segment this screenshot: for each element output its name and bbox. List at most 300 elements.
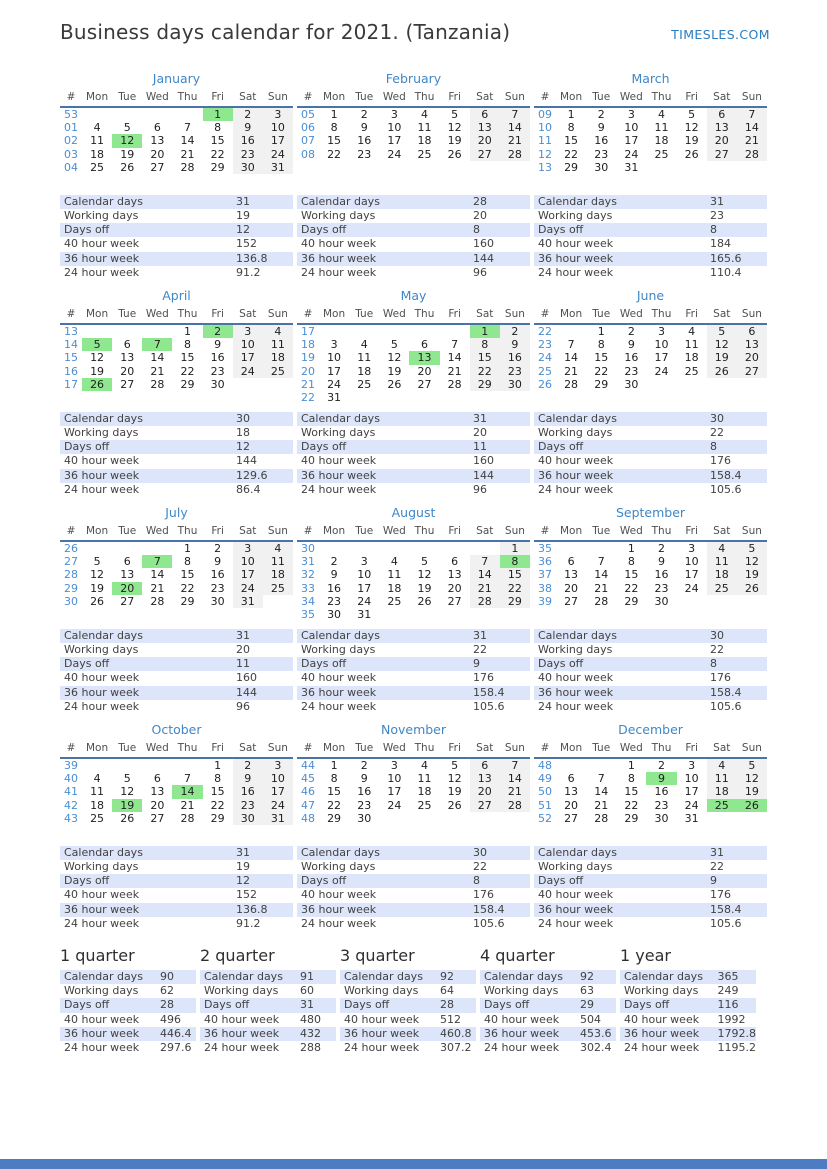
week-number: 14 <box>64 338 78 352</box>
holiday-day-cell: 8 <box>500 555 530 568</box>
stats-label: 36 hour week <box>538 685 614 699</box>
day-cell: 8 <box>627 555 635 569</box>
stats-label: Calendar days <box>344 970 423 983</box>
day-cell: 9 <box>360 772 368 786</box>
stats-row <box>534 888 767 902</box>
stats-row <box>297 469 530 483</box>
day-cell: 26 <box>447 798 462 812</box>
stats-value: 144 <box>236 454 257 468</box>
weekday-header: Mon <box>556 742 586 758</box>
stats-value: 31 <box>473 628 487 642</box>
stats-row <box>60 860 293 874</box>
day-cell <box>82 758 112 772</box>
stats-label: Calendar days <box>301 194 380 208</box>
week-row <box>60 121 293 134</box>
day-cell: 15 <box>564 134 579 148</box>
timesles-link[interactable]: TIMESLES.COM <box>671 27 770 42</box>
day-cell: 17 <box>654 351 669 365</box>
week-row <box>534 365 767 378</box>
day-cell: 19 <box>90 581 105 595</box>
day-cell <box>172 107 202 121</box>
day-cell: 21 <box>150 581 165 595</box>
week-row <box>534 134 767 147</box>
stats-label: 24 hour week <box>64 265 140 279</box>
stats-value: 60 <box>300 984 314 998</box>
day-cell: 10 <box>263 772 293 785</box>
day-cell <box>349 391 379 404</box>
stats-label: 40 hour week <box>64 1012 140 1026</box>
stats-row <box>340 984 476 998</box>
week-row <box>297 582 530 595</box>
stats-value: 512 <box>440 1012 461 1026</box>
stats-row <box>60 252 293 266</box>
day-cell: 8 <box>597 338 605 352</box>
day-cell: 28 <box>447 377 462 391</box>
day-cell: 18 <box>707 568 737 581</box>
day-cell: 15 <box>327 785 342 799</box>
day-cell: 29 <box>564 160 579 174</box>
day-cell: 27 <box>470 148 500 161</box>
day-cell: 14 <box>500 772 530 785</box>
week-row <box>60 378 293 391</box>
stats-row <box>534 469 767 483</box>
day-cell: 16 <box>210 351 225 365</box>
stats-value: 480 <box>300 1012 321 1026</box>
stats-value: 91 <box>300 970 314 983</box>
stats-value: 432 <box>300 1026 321 1040</box>
day-cell <box>586 541 616 555</box>
day-cell: 28 <box>180 811 195 825</box>
stats-value: 18 <box>236 425 250 439</box>
day-cell <box>737 812 767 825</box>
day-cell: 17 <box>263 785 293 798</box>
day-cell: 25 <box>263 365 293 378</box>
stats-row <box>60 1027 196 1041</box>
weekday-header: Sun <box>737 91 767 107</box>
holiday-day-cell: 20 <box>112 582 142 595</box>
stats-row <box>60 440 293 454</box>
week-number: 11 <box>538 134 552 148</box>
stats-row <box>60 984 196 998</box>
weekday-header-row <box>297 308 530 324</box>
stats-value: 31 <box>710 845 724 859</box>
stats-label: Calendar days <box>484 970 563 983</box>
stats-label: 24 hour week <box>204 1041 280 1055</box>
stats-row <box>60 874 293 888</box>
week-number: 42 <box>64 798 78 812</box>
stats-label: Working days <box>64 642 139 656</box>
day-cell: 26 <box>737 582 767 595</box>
stats-value: 63 <box>580 984 594 998</box>
stats-row <box>534 237 767 251</box>
week-number: 01 <box>64 121 78 135</box>
month-title: April <box>162 288 191 303</box>
day-cell: 9 <box>500 338 530 351</box>
day-cell: 12 <box>707 338 737 351</box>
stats-label: Working days <box>301 642 376 656</box>
week-number: 04 <box>64 160 78 174</box>
stats-row <box>340 1027 476 1041</box>
stats-row <box>480 1027 616 1041</box>
day-cell: 12 <box>737 555 767 568</box>
day-cell: 18 <box>417 134 432 148</box>
day-cell: 4 <box>420 759 428 772</box>
calendar-table <box>534 525 767 608</box>
stats-row <box>60 195 293 209</box>
stats-label: Working days <box>301 859 376 873</box>
stats-row <box>60 888 293 902</box>
day-cell: 4 <box>707 758 737 772</box>
day-cell: 1 <box>214 759 222 772</box>
day-cell: 22 <box>500 582 530 595</box>
day-cell: 31 <box>624 160 639 174</box>
stats-row <box>297 454 530 468</box>
day-cell <box>409 391 439 404</box>
day-cell: 18 <box>263 351 293 364</box>
day-cell: 25 <box>684 364 699 378</box>
day-cell <box>82 324 112 338</box>
day-cell: 22 <box>327 798 342 812</box>
month-block <box>297 288 530 497</box>
month-block <box>534 505 767 714</box>
stats-value: 1992 <box>717 1012 746 1026</box>
stats-label: Calendar days <box>64 845 143 859</box>
week-number: 49 <box>538 772 552 786</box>
day-cell: 24 <box>624 147 639 161</box>
day-cell <box>556 758 586 772</box>
day-cell: 5 <box>420 555 428 569</box>
day-cell: 4 <box>263 324 293 338</box>
summary-block <box>620 946 756 1055</box>
day-cell: 15 <box>594 351 609 365</box>
month-block <box>534 722 767 931</box>
stats-value: 365 <box>717 970 739 983</box>
week-row <box>297 799 530 812</box>
stats-label: 24 hour week <box>64 699 140 713</box>
calendar-table <box>60 525 293 608</box>
stats-label: Calendar days <box>301 628 380 642</box>
day-cell: 23 <box>594 147 609 161</box>
week-number: 41 <box>64 785 78 799</box>
week-number: 35 <box>538 542 552 555</box>
week-row <box>60 148 293 161</box>
stats-value: 105.6 <box>710 699 742 713</box>
week-number: 30 <box>64 594 78 608</box>
day-cell: 4 <box>657 108 665 121</box>
week-number: 20 <box>301 364 315 378</box>
stats-value: 105.6 <box>710 482 742 496</box>
weekday-header: Wed <box>142 525 172 541</box>
day-cell: 23 <box>210 581 225 595</box>
stats-value: 22 <box>710 642 724 656</box>
day-cell: 6 <box>470 758 500 772</box>
week-row <box>60 772 293 785</box>
day-cell: 1 <box>500 541 530 555</box>
day-cell: 5 <box>737 541 767 555</box>
stats-value: 8 <box>710 440 717 454</box>
day-cell <box>263 595 293 608</box>
weekday-header: Fri <box>677 525 707 541</box>
day-cell: 1 <box>183 325 191 338</box>
day-cell: 15 <box>180 351 195 365</box>
day-cell: 5 <box>123 772 131 786</box>
day-cell: 14 <box>564 351 579 365</box>
day-cell: 23 <box>233 799 263 812</box>
day-cell: 22 <box>564 147 579 161</box>
stats-row <box>534 223 767 237</box>
weekday-header-row <box>534 91 767 107</box>
stats-row <box>297 483 530 497</box>
day-cell: 20 <box>737 351 767 364</box>
week-number: 23 <box>538 338 552 352</box>
stats-value: 30 <box>236 411 250 425</box>
weekday-header: Fri <box>203 525 233 541</box>
day-cell: 9 <box>657 555 665 569</box>
stats-label: 24 hour week <box>538 699 614 713</box>
day-cell: 24 <box>357 594 372 608</box>
week-row <box>534 772 767 785</box>
stats-value: 249 <box>717 984 739 998</box>
day-cell: 1 <box>567 108 575 121</box>
day-cell: 6 <box>123 555 131 569</box>
day-cell: 5 <box>93 555 101 569</box>
week-number: 35 <box>301 608 315 622</box>
day-cell <box>646 161 676 174</box>
week-row <box>60 134 293 147</box>
stats-label: Calendar days <box>301 845 380 859</box>
stats-value: 31 <box>473 411 487 425</box>
day-cell: 12 <box>387 351 402 365</box>
day-cell: 30 <box>357 811 372 825</box>
weekday-header: Mon <box>82 308 112 324</box>
stats-value: 91.2 <box>236 265 261 279</box>
holiday-day-cell: 25 <box>707 799 737 812</box>
stats-label: Working days <box>64 859 139 873</box>
day-cell: 13 <box>707 121 737 134</box>
day-cell: 22 <box>327 147 342 161</box>
day-cell: 28 <box>500 799 530 812</box>
week-row <box>534 582 767 595</box>
stats-value: 446.4 <box>160 1026 192 1040</box>
day-cell: 30 <box>654 811 669 825</box>
stats-row <box>200 970 336 984</box>
day-cell: 21 <box>150 364 165 378</box>
day-cell: 20 <box>447 581 462 595</box>
stats-value: 184 <box>710 237 731 251</box>
day-cell: 24 <box>654 364 669 378</box>
day-cell <box>556 324 586 338</box>
weekday-header: Thu <box>172 525 202 541</box>
day-cell: 12 <box>120 785 135 799</box>
week-number: 17 <box>301 325 315 338</box>
stats-value: 8 <box>473 223 480 237</box>
day-cell: 3 <box>360 555 368 569</box>
day-cell: 17 <box>387 785 402 799</box>
weekday-header: Mon <box>319 91 349 107</box>
day-cell: 28 <box>737 148 767 161</box>
month-title: October <box>151 722 202 737</box>
day-cell: 25 <box>357 377 372 391</box>
week-row <box>297 324 530 338</box>
weekday-header: Fri <box>440 525 470 541</box>
stats-value: 31 <box>236 194 250 208</box>
day-cell: 16 <box>210 568 225 582</box>
day-cell: 21 <box>594 798 609 812</box>
day-cell: 27 <box>707 148 737 161</box>
week-number: 09 <box>538 108 552 121</box>
week-number: 13 <box>64 325 78 338</box>
stats-label: Working days <box>538 642 613 656</box>
stats-row <box>297 874 530 888</box>
day-cell: 19 <box>417 581 432 595</box>
day-cell: 30 <box>210 594 225 608</box>
week-number: 19 <box>301 351 315 365</box>
day-cell: 1 <box>597 325 605 338</box>
calendar-table <box>297 91 530 161</box>
weekday-header: Thu <box>646 308 676 324</box>
stats-value: 144 <box>473 468 494 482</box>
stats-label: Days off <box>538 223 584 237</box>
month-title: July <box>165 505 188 520</box>
stats-label: Working days <box>301 208 376 222</box>
stats-value: 158.4 <box>473 685 505 699</box>
month-title: August <box>391 505 436 520</box>
week-row <box>297 568 530 581</box>
week-number: 05 <box>301 108 315 121</box>
summary-stats-table <box>480 970 616 1055</box>
day-cell <box>737 378 767 391</box>
stats-row <box>620 970 756 984</box>
day-cell: 4 <box>390 555 398 569</box>
day-cell <box>470 608 500 621</box>
summary-block <box>60 946 196 1055</box>
week-row <box>60 541 293 555</box>
stats-value: 1195.2 <box>717 1041 756 1055</box>
stats-row <box>297 700 530 714</box>
day-cell <box>349 324 379 338</box>
month-title: March <box>631 71 670 86</box>
week-number: 26 <box>64 542 78 555</box>
week-row <box>60 582 293 595</box>
day-cell: 9 <box>597 121 605 135</box>
stats-row <box>297 252 530 266</box>
day-cell: 20 <box>417 364 432 378</box>
day-cell: 25 <box>263 582 293 595</box>
stats-row <box>534 266 767 280</box>
day-cell: 20 <box>120 364 135 378</box>
summary-stats-table <box>340 970 476 1055</box>
stats-value: 22 <box>473 642 487 656</box>
stats-row <box>297 237 530 251</box>
day-cell: 13 <box>120 568 135 582</box>
day-cell: 22 <box>180 364 195 378</box>
calendar-table <box>297 742 530 825</box>
month-title: January <box>152 71 201 86</box>
day-cell: 2 <box>657 759 665 772</box>
summary-stats-table <box>60 970 196 1055</box>
stats-value: 105.6 <box>473 699 505 713</box>
weekday-header: Sat <box>707 308 737 324</box>
week-row <box>60 161 293 174</box>
day-cell: 2 <box>360 759 368 772</box>
day-cell: 29 <box>624 594 639 608</box>
weekday-header: Tue <box>112 91 142 107</box>
stats-label: 24 hour week <box>301 699 377 713</box>
week-row <box>60 324 293 338</box>
day-cell: 21 <box>470 582 500 595</box>
weekday-header: Tue <box>112 308 142 324</box>
week-row <box>297 365 530 378</box>
day-cell: 25 <box>707 582 737 595</box>
day-cell <box>470 812 500 825</box>
stats-label: Calendar days <box>64 411 143 425</box>
day-cell <box>409 812 439 825</box>
day-cell: 14 <box>180 134 195 148</box>
stats-value: 91.2 <box>236 916 261 930</box>
weekday-header: Mon <box>556 308 586 324</box>
stats-value: 22 <box>710 425 724 439</box>
day-cell: 14 <box>500 121 530 134</box>
week-row <box>297 391 530 404</box>
week-number: 02 <box>64 134 78 148</box>
weekday-header: Sat <box>470 525 500 541</box>
holiday-day-cell: 19 <box>112 799 142 812</box>
day-cell: 31 <box>233 595 263 608</box>
stats-value: 20 <box>236 642 250 656</box>
weekday-header: Sun <box>500 91 530 107</box>
day-cell: 17 <box>263 134 293 147</box>
day-cell: 4 <box>688 325 696 338</box>
stats-value: 158.4 <box>710 685 742 699</box>
weekday-header: Fri <box>677 308 707 324</box>
holiday-day-cell: 12 <box>112 134 142 147</box>
stats-row <box>297 903 530 917</box>
day-cell: 6 <box>707 107 737 121</box>
stats-label: 36 hour week <box>64 902 140 916</box>
stats-value: 165.6 <box>710 251 742 265</box>
weekday-header: Mon <box>82 742 112 758</box>
stats-label: 24 hour week <box>64 916 140 930</box>
day-cell <box>379 391 409 404</box>
day-cell: 22 <box>470 365 500 378</box>
day-cell: 31 <box>327 391 342 405</box>
stats-row <box>60 671 293 685</box>
stats-label: 24 hour week <box>538 265 614 279</box>
week-row <box>297 812 530 825</box>
day-cell <box>379 324 409 338</box>
weekday-header: Mon <box>319 742 349 758</box>
day-cell: 12 <box>90 568 105 582</box>
day-cell <box>500 812 530 825</box>
day-cell: 4 <box>420 108 428 121</box>
day-cell: 15 <box>500 568 530 581</box>
month-stats-table <box>297 629 530 714</box>
stats-row <box>60 483 293 497</box>
stats-row <box>297 860 530 874</box>
stats-value: 160 <box>473 237 494 251</box>
weekday-header: Sat <box>233 91 263 107</box>
week-number: 36 <box>538 555 552 569</box>
day-cell <box>379 812 409 825</box>
day-cell: 6 <box>567 555 575 569</box>
day-cell: 6 <box>470 107 500 121</box>
page-title: Business days calendar for 2021. (Tanzania) <box>60 20 511 44</box>
calendar-table <box>534 91 767 174</box>
stats-value: 29 <box>580 998 594 1012</box>
stats-label: Working days <box>64 984 139 998</box>
stats-value: 31 <box>710 194 724 208</box>
day-cell <box>112 324 142 338</box>
